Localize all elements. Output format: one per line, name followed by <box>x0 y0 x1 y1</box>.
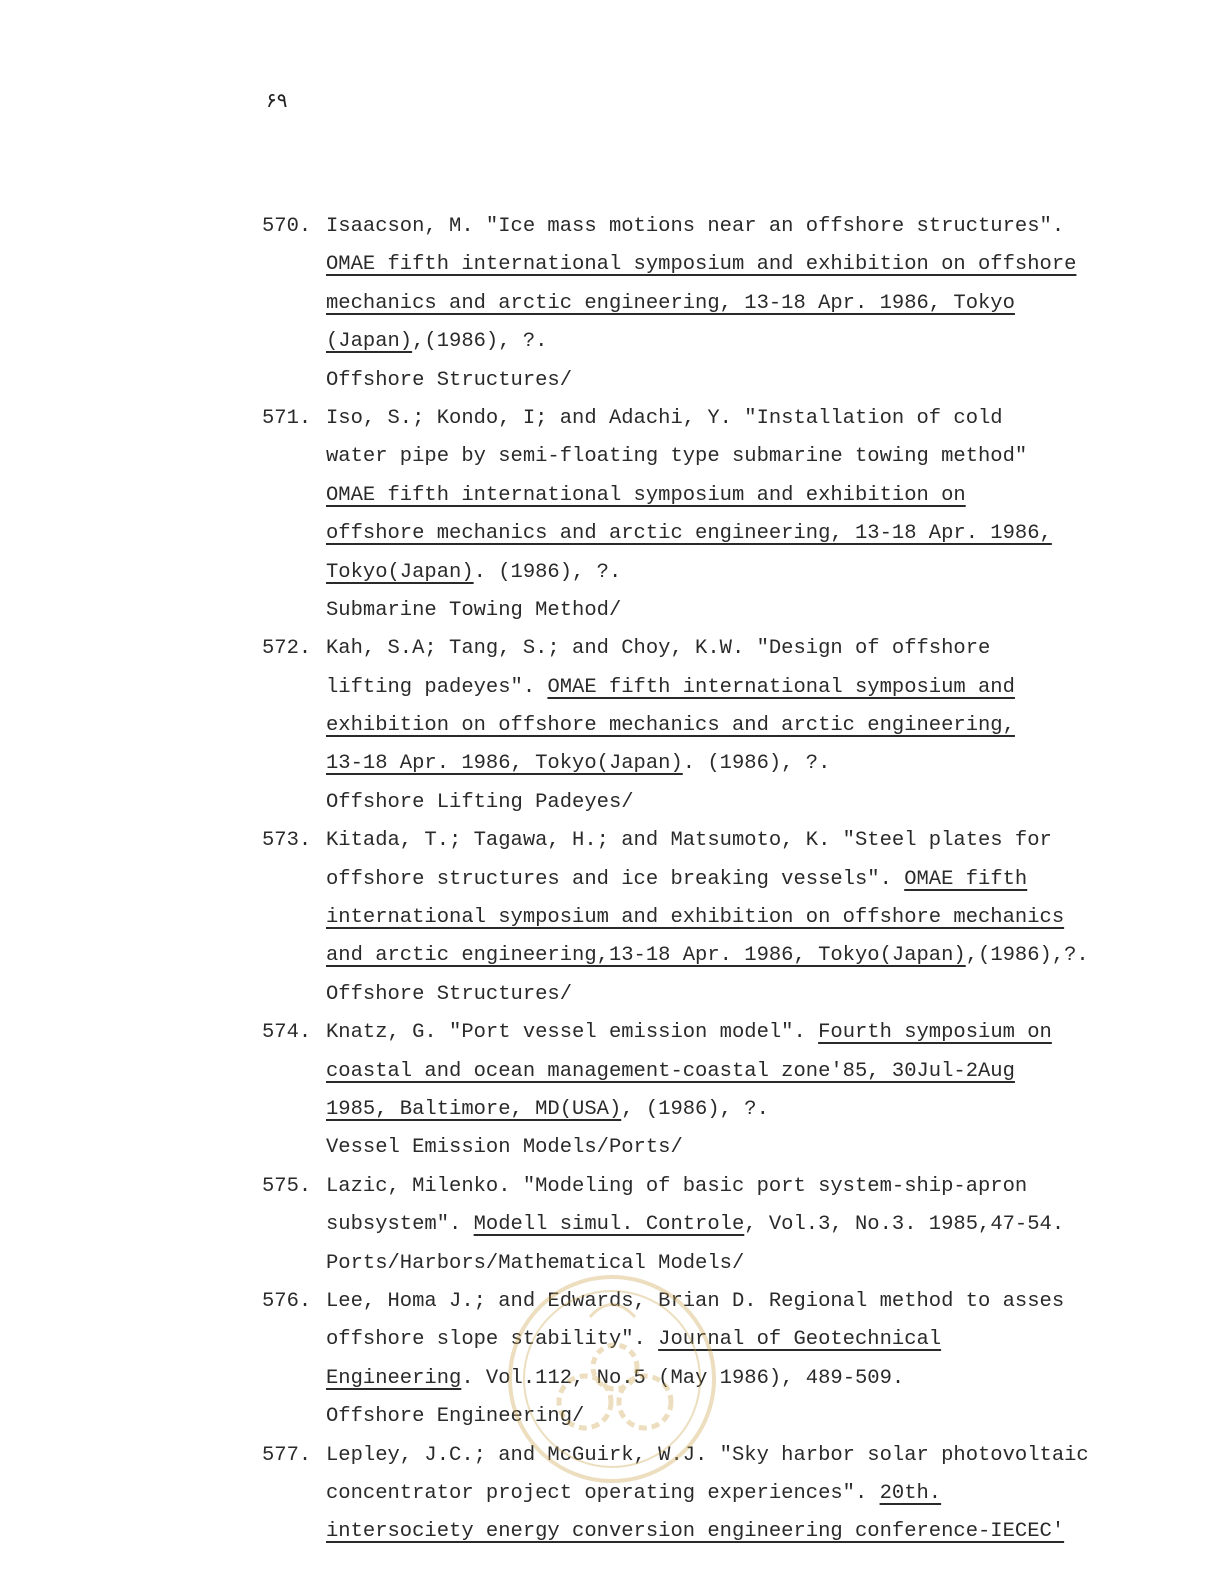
citation-text: , (1986), ?. <box>621 1097 769 1121</box>
page-number: ۶۹ <box>266 88 288 112</box>
citation-text: concentrator project operating experiences". <box>326 1481 880 1505</box>
entry-body <box>326 1168 1162 1283</box>
source-title-text: OMAE fifth international symposium and exhibition on offshore <box>326 253 1077 277</box>
citation-text: Kah, S.A; Tang, S.; and Choy, K.W. "Design of offshore <box>326 637 991 661</box>
entry-line <box>326 976 1162 1014</box>
source-title-text: Modell simul. Controle <box>473 1213 745 1237</box>
entry-line <box>326 1321 1162 1359</box>
entry-number: 576. <box>262 1289 312 1313</box>
entry-line <box>326 1475 1162 1513</box>
entry-body <box>326 208 1162 400</box>
entry-number: 571. <box>262 406 312 430</box>
entry-line <box>326 1360 1162 1398</box>
entry-body <box>326 630 1162 822</box>
source-title-text: (Japan) <box>326 330 413 354</box>
entry-number: 574. <box>262 1021 312 1045</box>
entry-line <box>326 1129 1162 1167</box>
citation-text: offshore structures and ice breaking vessels". <box>326 867 905 891</box>
entry-line <box>326 937 1162 975</box>
citation-text: offshore slope stability". <box>326 1328 659 1352</box>
source-title-text: OMAE fifth international symposium and exhibition on <box>326 483 966 507</box>
citation-text: ,(1986),?. <box>965 944 1089 968</box>
bibliography-entry <box>262 822 1162 1014</box>
source-title-text: 20th. <box>879 1481 942 1505</box>
bibliography-list <box>262 208 1162 1552</box>
entry-number: 570. <box>262 215 312 238</box>
source-title-text: exhibition on offshore mechanics and arctic engineering, <box>326 714 1015 738</box>
citation-text: Knatz, G. "Port vessel emission model". <box>326 1021 819 1045</box>
bibliography-entry <box>262 1437 1162 1552</box>
source-title-text: Fourth symposium on <box>818 1021 1052 1045</box>
entry-line <box>326 784 1162 822</box>
citation-text: . Vol.112, No.5 (May 1986), 489-509. <box>461 1366 905 1390</box>
entry-line <box>326 515 1162 553</box>
entry-line <box>326 1398 1162 1436</box>
source-title-text: 1985, Baltimore, MD(USA) <box>326 1097 622 1121</box>
entry-line <box>326 285 1162 323</box>
citation-text: water pipe by semi-floating type submarine towing method" <box>326 445 1028 469</box>
entry-body <box>326 822 1162 1014</box>
entry-line <box>326 438 1162 476</box>
citation-text: Isaacson, M. "Ice mass motions near an offshore structures". <box>326 215 1065 238</box>
entry-line <box>326 208 1162 246</box>
citation-text: Vessel Emission Models/Ports/ <box>326 1136 683 1160</box>
bibliography-entry <box>262 1168 1162 1283</box>
entry-line <box>326 554 1162 592</box>
entry-number: 575. <box>262 1174 312 1198</box>
entry-number: 577. <box>262 1443 312 1467</box>
citation-text: Iso, S.; Kondo, I; and Adachi, Y. "Installation of cold <box>326 406 1003 430</box>
entry-line <box>326 1053 1162 1091</box>
entry-body <box>326 1014 1162 1168</box>
citation-text: Offshore Engineering/ <box>326 1405 585 1429</box>
entry-line <box>326 323 1162 361</box>
citation-text: Submarine Towing Method/ <box>326 598 622 622</box>
entry-line <box>326 1091 1162 1129</box>
citation-text: . (1986), ?. <box>682 752 831 776</box>
entry-line <box>326 1014 1162 1052</box>
citation-text: Offshore Structures/ <box>326 368 573 392</box>
entry-line <box>326 1206 1162 1244</box>
entry-line <box>326 1283 1162 1321</box>
citation-text: lifting padeyes". <box>326 675 548 699</box>
bibliography-entry <box>262 630 1162 822</box>
entry-line <box>326 592 1162 630</box>
source-title-text: Engineering <box>326 1366 462 1390</box>
entry-line <box>326 669 1162 707</box>
entry-line <box>326 630 1162 668</box>
citation-text: Ports/Harbors/Mathematical Models/ <box>326 1251 745 1275</box>
entry-line <box>326 707 1162 745</box>
source-title-text: OMAE fifth international symposium and <box>547 675 1015 699</box>
source-title-text: international symposium and exhibition on offshore mechanics <box>326 906 1065 930</box>
entry-number: 573. <box>262 829 312 853</box>
source-title-text: mechanics and arctic engineering, 13-18 Apr. 1986, Tokyo <box>326 291 1015 315</box>
citation-text: Offshore Lifting Padeyes/ <box>326 790 634 814</box>
entry-line <box>326 246 1162 284</box>
bibliography-entry <box>262 1014 1162 1168</box>
source-title-text: coastal and ocean management-coastal zone'85, 30Jul-2Aug <box>326 1059 1015 1083</box>
entry-body <box>326 1283 1162 1437</box>
entry-line <box>326 1245 1162 1283</box>
source-title-text: OMAE fifth <box>904 867 1028 891</box>
entry-line <box>326 822 1162 860</box>
entry-line <box>326 1168 1162 1206</box>
source-title-text: intersociety energy conversion engineering conference-IECEC' <box>326 1520 1065 1544</box>
entry-line <box>326 899 1162 937</box>
bibliography-entry <box>262 208 1162 400</box>
source-title-text: offshore mechanics and arctic engineering, 13-18 Apr. 1986, <box>326 522 1052 546</box>
entry-line <box>326 1513 1162 1551</box>
citation-text: Offshore Structures/ <box>326 982 573 1006</box>
citation-text: Lazic, Milenko. "Modeling of basic port system-ship-apron <box>326 1174 1028 1198</box>
citation-text: ,(1986), ?. <box>412 330 548 354</box>
entry-body <box>326 400 1162 630</box>
bibliography-entry <box>262 1283 1162 1437</box>
source-title-text: Journal of Geotechnical <box>658 1328 942 1352</box>
entry-line <box>326 1437 1162 1475</box>
citation-text: Lepley, J.C.; and McGuirk, W.J. "Sky harbor solar photovoltaic <box>326 1443 1089 1467</box>
source-title-text: 13-18 Apr. 1986, Tokyo(Japan) <box>326 752 683 776</box>
bibliography-entry <box>262 400 1162 630</box>
citation-text: , Vol.3, No.3. 1985,47-54. <box>744 1213 1065 1237</box>
entry-line <box>326 745 1162 783</box>
source-title-text: Tokyo(Japan) <box>326 560 474 584</box>
citation-text: Lee, Homa J.; and Edwards, Brian D. Regional method to asses <box>326 1289 1065 1313</box>
citation-text: subsystem". <box>326 1213 474 1237</box>
entry-line <box>326 477 1162 515</box>
entry-line <box>326 362 1162 400</box>
entry-number: 572. <box>262 637 312 661</box>
entry-body <box>326 1437 1162 1552</box>
entry-line <box>326 861 1162 899</box>
citation-text: . (1986), ?. <box>473 560 622 584</box>
source-title-text: and arctic engineering,13-18 Apr. 1986, Tokyo(Japan) <box>326 944 966 968</box>
citation-text: Kitada, T.; Tagawa, H.; and Matsumoto, K. "Steel plates for <box>326 829 1052 853</box>
entry-line <box>326 400 1162 438</box>
